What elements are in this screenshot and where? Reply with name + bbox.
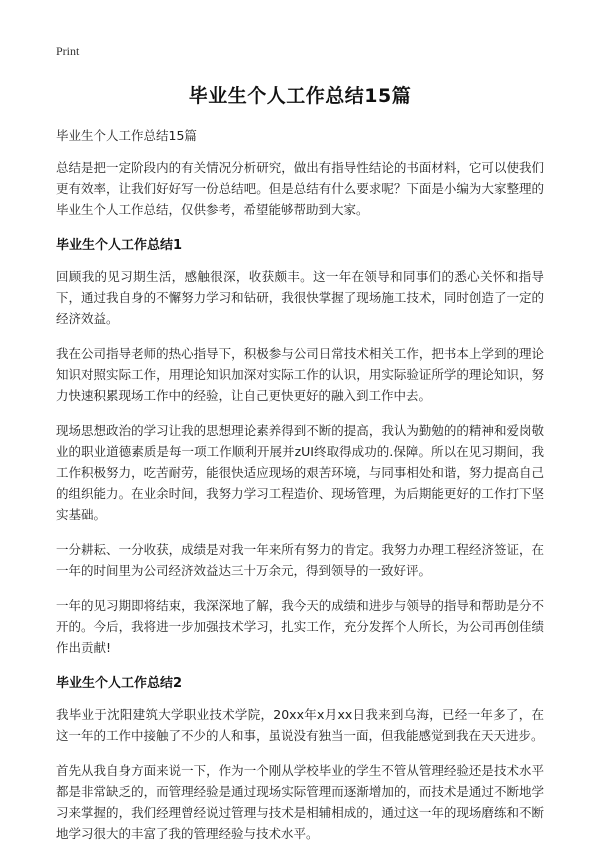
paragraph: 我在公司指导老师的热心指导下，积极参与公司日常技术相关工作，把书本上学到的理论知识对照实际工作，用理论知识加深对实际工作的认识，用实际验证所学的理论知识，努力快速积累现场工作中的经验，让自己更快更好的融入到工作中去。	[56, 346, 544, 403]
section-heading: 毕业生个人工作总结2	[56, 676, 183, 691]
print-link[interactable]: Print	[56, 44, 80, 58]
paragraph: 一分耕耘、一分收获，成绩是对我一年来所有努力的肯定。我努力办理工程经济签证，在一年的时间里为公司经济效益达三十万余元，得到领导的一致好评。	[56, 542, 544, 578]
paragraph: 我毕业于沈阳建筑大学职业技术学院，20xx年x月xx日我来到乌海，已经一年多了，在这一年的工作中接触了不少的人和事，虽说没有独当一面，但我能感觉到我在天天进步。	[56, 707, 544, 743]
intro-paragraph: 总结是把一定阶段内的有关情况分析研究，做出有指导性结论的书面材料，它可以使我们更有效率，让我们好好写一份总结吧。但是总结有什么要求呢？下面是小编为大家整理的毕业生个人工作总结，仅供参考，希望能够帮助到大家。	[56, 160, 544, 217]
page-title: 毕业生个人工作总结15篇	[188, 85, 412, 107]
subtitle: 毕业生个人工作总结15篇	[56, 128, 197, 143]
paragraph: 首先从我自身方面来说一下，作为一个刚从学校毕业的学生不管从管理经验还是技术水平都是非常缺乏的，而管理经验是通过现场实际管理而逐渐增加的，而技术是通过不断地学习来掌握的，我们经理曾经说过管理与技术是相辅相成的，通过这一年的现场磨练和不断地学习很大的丰富了我的管理经验与技术水平。	[56, 763, 544, 841]
paragraph: 回顾我的见习期生活，感触很深，收获颇丰。这一年在领导和同事们的悉心关怀和指导下，通过我自身的不懈努力学习和钻研，我很快掌握了现场施工技术，同时创造了一定的经济效益。	[56, 269, 544, 326]
paragraph: 现场思想政治的学习让我的思想理论素养得到不断的提高，我认为勤勉的的精神和爱岗敬业的职业道德素质是每一项工作顺利开展并zUI终取得成功的.保障。所以在见习期间，我工作积极努力，吃苦耐劳，能很快适应现场的艰苦环境，与同事相处和谐，努力提高自己的组织能力。在业余时间，我努力学习工程造价、现场管理，为后期能更好的工作打下坚实基础。	[56, 423, 544, 522]
section-heading: 毕业生个人工作总结1	[56, 238, 183, 253]
paragraph: 一年的见习期即将结束，我深深地了解，我今天的成绩和进步与领导的指导和帮助是分不开的。今后，我将进一步加强技术学习，扎实工作，充分发挥个人所长，为公司再创佳绩作出贡献!	[56, 598, 544, 655]
